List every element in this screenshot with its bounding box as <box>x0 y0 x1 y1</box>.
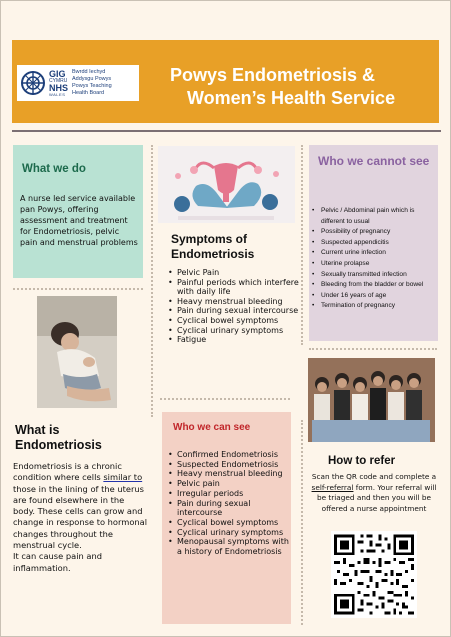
board-line-3: Powys Teaching <box>72 83 112 89</box>
what-is-text-part2: those in the lining of the uterus are found elsewhere in the body. These cells can grow and change in response to hormonal changes throughout the menstrual cycle. <box>13 483 148 551</box>
column-divider-right-bottom <box>301 420 303 625</box>
row-divider-right <box>309 348 437 350</box>
list-item: • Cyclical urinary symptoms <box>168 528 293 538</box>
list-item: • Sexually transmitted infection <box>312 270 438 281</box>
header-divider <box>12 130 441 132</box>
logo-cymru-text: CYMRU <box>49 77 68 84</box>
list-item: • Possibility of pregnancy <box>312 227 438 238</box>
how-to-refer-title: How to refer <box>328 455 396 467</box>
self-referral-link[interactable]: self-referral <box>311 482 354 492</box>
row-divider-left <box>13 288 143 290</box>
row-divider-middle <box>160 398 290 400</box>
list-item: • Painful periods which interfere with daily life <box>168 278 303 297</box>
list-item: • Irregular periods <box>168 489 293 499</box>
powys-emblem-icon <box>20 68 46 98</box>
uterus-illustration <box>158 146 295 223</box>
who-we-cannot-see-list <box>312 206 438 312</box>
list-item: • Suspected appendicitis <box>312 238 438 249</box>
refer-text-part1: Scan the QR code and complete a <box>311 472 437 481</box>
list-item: • Under 16 years of age <box>312 291 438 302</box>
group-of-women-photo <box>308 358 435 442</box>
list-item: • Heavy menstrual bleeding <box>168 469 293 479</box>
refer-text-part2: form. Your referral will be triaged and then you will be offered a nurse appointment <box>316 482 437 513</box>
what-we-do-text: A nurse led service available pan Powys, offering assessment and treatment for Endometriosis, pelvic pain and menstrual problems <box>20 194 138 247</box>
title-line-1: Powys Endometriosis & <box>170 65 376 85</box>
list-item: • Termination of pregnancy <box>312 301 438 312</box>
page-title <box>150 64 430 110</box>
list-item: • Pelvic Pain <box>168 268 303 278</box>
logo-nhs-text: NHS <box>49 82 69 93</box>
logo-gig-text: GIG <box>49 68 66 79</box>
list-item: • Confirmed Endometriosis <box>168 450 293 460</box>
list-item: • Pelvic / Abdominal pain which is different to usual <box>312 206 438 227</box>
list-item: • Menopausal symptoms with a history of Endometriosis <box>168 537 293 556</box>
how-to-refer-text <box>308 472 440 514</box>
what-we-do-title: What we do <box>22 163 86 175</box>
woman-in-pain-photo <box>37 296 117 408</box>
list-item: • Fatigue <box>168 335 303 345</box>
list-item: • Pelvic pain <box>168 479 293 489</box>
list-item: • Suspected Endometriosis <box>168 460 293 470</box>
list-item: • Heavy menstrual bleeding <box>168 297 303 307</box>
list-item: • Bleeding from the bladder or bowel <box>312 280 438 291</box>
title-line-2: Women’s Health Service <box>187 88 396 108</box>
nhs-logo <box>17 65 139 101</box>
health-board-name <box>72 69 112 97</box>
list-item: • Pain during sexual intercourse <box>168 306 303 316</box>
list-item: • Pain during sexual intercourse <box>168 499 293 518</box>
what-is-text-underlined: similar to <box>103 472 143 483</box>
list-item: • Cyclical urinary symptoms <box>168 326 303 336</box>
list-item: • Cyclical bowel symptoms <box>168 316 303 326</box>
column-divider-left <box>151 145 153 417</box>
what-is-text-line2: It can cause pain and inflammation. <box>13 551 103 573</box>
qr-code[interactable] <box>331 531 417 618</box>
list-item: • Cyclical bowel symptoms <box>168 518 293 528</box>
what-is-endometriosis-text <box>13 461 148 574</box>
who-we-can-see-list <box>168 450 293 557</box>
what-is-text-part1: Endometriosis is a chronic condition where cells <box>13 461 122 483</box>
list-item: • Uterine prolapse <box>312 259 438 270</box>
list-item: • Current urine infection <box>312 248 438 259</box>
board-line-4: Health Board <box>72 89 105 96</box>
who-we-can-see-title: Who we can see <box>173 422 251 433</box>
symptoms-title: Symptoms of Endometriosis <box>171 232 255 261</box>
who-we-cannot-see-title: Who we cannot see <box>318 154 430 168</box>
board-line-2: Addysgu Powys <box>72 76 112 83</box>
symptoms-list <box>168 268 303 345</box>
logo-wales-text: WALES <box>49 91 66 97</box>
what-is-endometriosis-title: What is Endometriosis <box>15 423 102 452</box>
board-line-1: Bwrdd Iechyd <box>72 69 106 76</box>
